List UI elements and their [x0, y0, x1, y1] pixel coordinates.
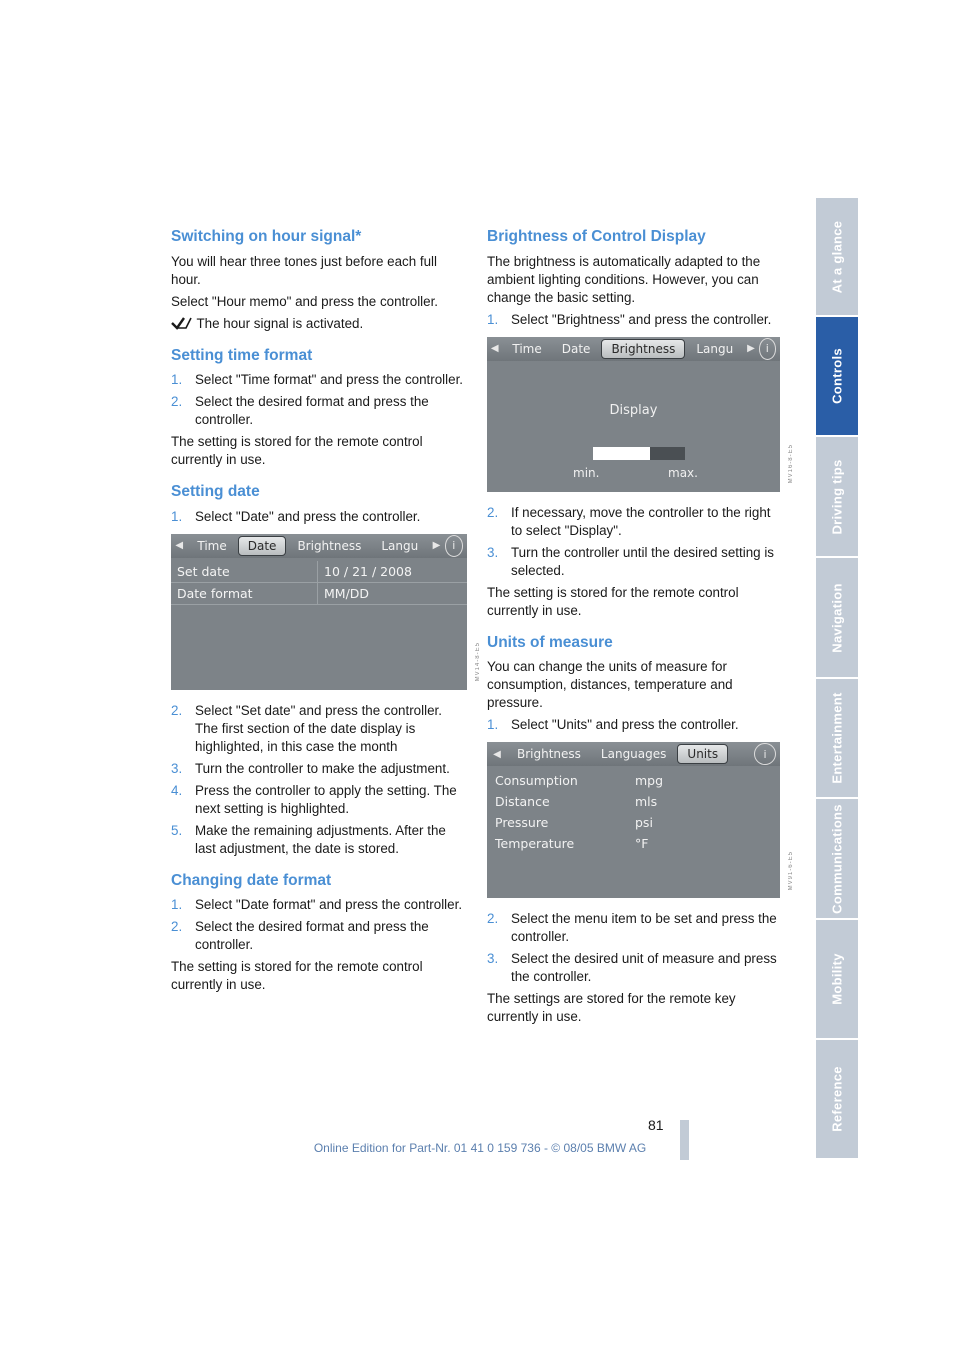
step-number: 2.	[487, 911, 499, 927]
step-list	[171, 702, 467, 858]
sidebar-item-at-a-glance[interactable]	[816, 198, 858, 317]
right-arrow-icon: ▶	[432, 540, 441, 552]
step-text: Select "Date format" and press the controller.	[195, 897, 463, 913]
sidebar-item-label: Navigation	[829, 582, 845, 653]
tab-brightness: Brightness	[517, 747, 581, 762]
section-title: Units of measure	[487, 633, 613, 651]
info-icon: i	[445, 535, 463, 557]
row-value: °F	[635, 836, 649, 852]
table-row	[171, 583, 467, 605]
paragraph: Select "Hour memo" and press the controller.	[171, 293, 439, 309]
row-label: Consumption	[495, 773, 578, 789]
section-title: Changing date format	[171, 871, 332, 889]
section-time-format	[171, 347, 467, 470]
menu-tab-bar	[171, 534, 467, 558]
row-label: Distance	[495, 794, 550, 810]
step-number: 3.	[487, 544, 499, 560]
sidebar-item-navigation[interactable]	[816, 558, 858, 679]
tab-date: Date	[238, 536, 287, 556]
section-brightness	[487, 228, 794, 620]
paragraph: You will hear three tones just before each full hour.	[171, 253, 437, 287]
section-title: Switching on hour signal*	[171, 228, 362, 245]
step-list	[487, 504, 780, 580]
step-number: 2.	[171, 394, 183, 410]
step-text: Press the controller to apply the setting. The next setting is highlighted.	[195, 782, 457, 816]
step-number: 1.	[171, 508, 183, 524]
step-number: 2.	[171, 919, 183, 935]
right-arrow-icon: ▶	[747, 343, 755, 355]
step-number: 1.	[171, 372, 183, 388]
info-icon: i	[759, 338, 776, 360]
slider-max-label: max.	[668, 465, 698, 480]
units-rows	[495, 770, 663, 854]
step-number: 4.	[171, 782, 183, 798]
row-value: mls	[635, 794, 658, 810]
note: The setting is stored for the remote control currently in use.	[487, 584, 739, 618]
brightness-slider	[593, 447, 685, 460]
step-text: Select "Date" and press the controller.	[195, 508, 421, 524]
slider-min-label: min.	[573, 465, 600, 480]
step-item	[487, 544, 780, 580]
chapter-sidebar	[816, 198, 858, 1160]
row-label: Temperature	[495, 836, 575, 852]
date-screen-image	[171, 534, 481, 690]
row-value: psi	[635, 815, 653, 831]
step-item	[171, 822, 467, 858]
tab-languages: Langu	[696, 341, 734, 356]
step-item	[487, 504, 780, 540]
hour-signal-status: The hour signal is activated.	[196, 315, 364, 331]
left-arrow-icon: ◀	[490, 343, 499, 355]
step-number: 3.	[487, 951, 499, 967]
image-code: MV16-8-E5	[788, 444, 794, 484]
left-arrow-icon: ◀	[493, 748, 501, 760]
note: The setting is stored for the remote control currently in use.	[171, 959, 423, 993]
step-text: Select "Units" and press the controller.	[511, 717, 739, 733]
step-item	[171, 896, 467, 914]
step-text: Select "Set date" and press the controller. The first section of the date display is highlighted, in this case the month	[195, 702, 442, 754]
info-icon: i	[754, 743, 776, 765]
step-item	[171, 918, 467, 954]
step-item	[487, 950, 780, 986]
step-item	[171, 371, 467, 389]
step-number: 3.	[171, 760, 183, 776]
step-item	[487, 716, 780, 734]
section-title: Setting time format	[171, 346, 313, 364]
row-label: Set date	[171, 561, 318, 582]
step-number: 5.	[171, 822, 183, 838]
sidebar-item-entertainment[interactable]	[816, 679, 858, 799]
sidebar-item-label: Mobility	[829, 953, 845, 1005]
step-list	[171, 371, 467, 429]
footer-text: Online Edition for Part-Nr. 01 41 0 159 736 - © 08/05 BMW AG	[313, 1141, 647, 1155]
right-column	[487, 228, 794, 1040]
step-text: If necessary, move the controller to the right to select "Display".	[511, 504, 771, 538]
step-item	[487, 910, 780, 946]
step-number: 1.	[487, 717, 499, 733]
paragraph: You can change the units of measure for consumption, distances, temperature and pressure.	[487, 659, 733, 711]
step-item	[171, 782, 467, 818]
step-number: 1.	[487, 311, 499, 327]
row-value: MM/DD	[324, 585, 370, 601]
step-list	[487, 311, 780, 329]
step-number: 1.	[171, 897, 183, 913]
step-text: Make the remaining adjustments. After the last adjustment, the date is stored.	[195, 822, 446, 856]
brightness-screen-image	[487, 337, 794, 492]
image-code: MV91-6-E5	[788, 850, 794, 891]
table-row	[495, 791, 663, 812]
sidebar-item-label: At a glance	[829, 220, 845, 293]
menu-tab-bar	[487, 337, 780, 361]
menu-tab-bar	[487, 742, 780, 766]
paragraph	[171, 315, 467, 333]
table-row	[495, 833, 663, 854]
sidebar-item-label: Reference	[829, 1066, 845, 1132]
note: The setting is stored for the remote control currently in use.	[171, 434, 423, 468]
tab-time: Time	[197, 538, 227, 553]
date-rows	[171, 561, 467, 605]
left-arrow-icon: ◀	[175, 540, 184, 552]
sidebar-item-mobility[interactable]	[816, 920, 858, 1040]
paragraph: The brightness is automatically adapted to the ambient lighting conditions. However, you can change the basic setting.	[487, 253, 761, 305]
step-list	[487, 910, 780, 986]
tab-brightness: Brightness	[297, 538, 362, 553]
step-number: 2.	[171, 702, 183, 718]
step-item	[171, 702, 467, 756]
step-list	[171, 508, 467, 526]
step-text: Select the desired format and press the controller.	[195, 394, 429, 428]
sidebar-item-label: Entertainment	[829, 692, 845, 784]
sidebar-item-label: Driving tips	[829, 458, 845, 535]
step-text: Turn the controller until the desired setting is selected.	[511, 544, 774, 578]
row-label: Pressure	[495, 815, 549, 831]
step-text: Select the menu item to be set and press the controller.	[511, 911, 777, 945]
tab-units: Units	[677, 744, 728, 764]
step-text: Select the desired unit of measure and press the controller.	[511, 951, 777, 985]
row-value: 10 / 21 / 2008	[324, 563, 412, 579]
tab-brightness: Brightness	[601, 339, 685, 359]
section-units	[487, 633, 794, 1027]
tab-date: Date	[561, 341, 591, 356]
sidebar-item-label: Controls	[829, 348, 845, 404]
step-text: Select the desired format and press the controller.	[195, 919, 429, 953]
section-title: Brightness of Control Display	[487, 228, 706, 245]
section-hour-signal	[171, 228, 467, 333]
image-code: MV14-8-E5	[475, 642, 481, 682]
sidebar-item-controls[interactable]	[816, 317, 858, 437]
brightness-slider-fill	[593, 447, 650, 460]
step-item	[171, 508, 467, 526]
sidebar-item-driving-tips[interactable]	[816, 437, 858, 558]
step-text: Turn the controller to make the adjustment.	[195, 760, 450, 776]
row-label: Date format	[171, 583, 318, 604]
tab-languages: Langu	[381, 538, 419, 553]
units-screen-image	[487, 742, 794, 898]
table-row	[495, 770, 663, 791]
page-number: 81	[648, 1117, 664, 1133]
display-label: Display	[609, 402, 658, 418]
step-item	[487, 311, 780, 329]
note: The settings are stored for the remote key currently in use.	[487, 991, 736, 1025]
section-title: Setting date	[171, 483, 260, 501]
step-list	[487, 716, 780, 734]
section-date-format	[171, 872, 467, 995]
row-value: mpg	[635, 773, 664, 789]
step-text: Select "Brightness" and press the controller.	[511, 311, 772, 327]
tab-time: Time	[512, 341, 542, 356]
sidebar-item-communications[interactable]	[816, 799, 858, 920]
step-text: Select "Time format" and press the controller.	[195, 372, 464, 388]
table-row	[171, 561, 467, 583]
step-number: 2.	[487, 504, 499, 520]
sidebar-item-label: Communications	[829, 803, 845, 914]
section-setting-date	[171, 483, 481, 858]
checkmark-icon	[171, 316, 193, 330]
step-item	[171, 393, 467, 429]
left-column	[171, 228, 481, 1008]
step-item	[171, 760, 467, 778]
step-list	[171, 896, 467, 954]
table-row	[495, 812, 663, 833]
tab-languages: Languages	[600, 747, 667, 762]
